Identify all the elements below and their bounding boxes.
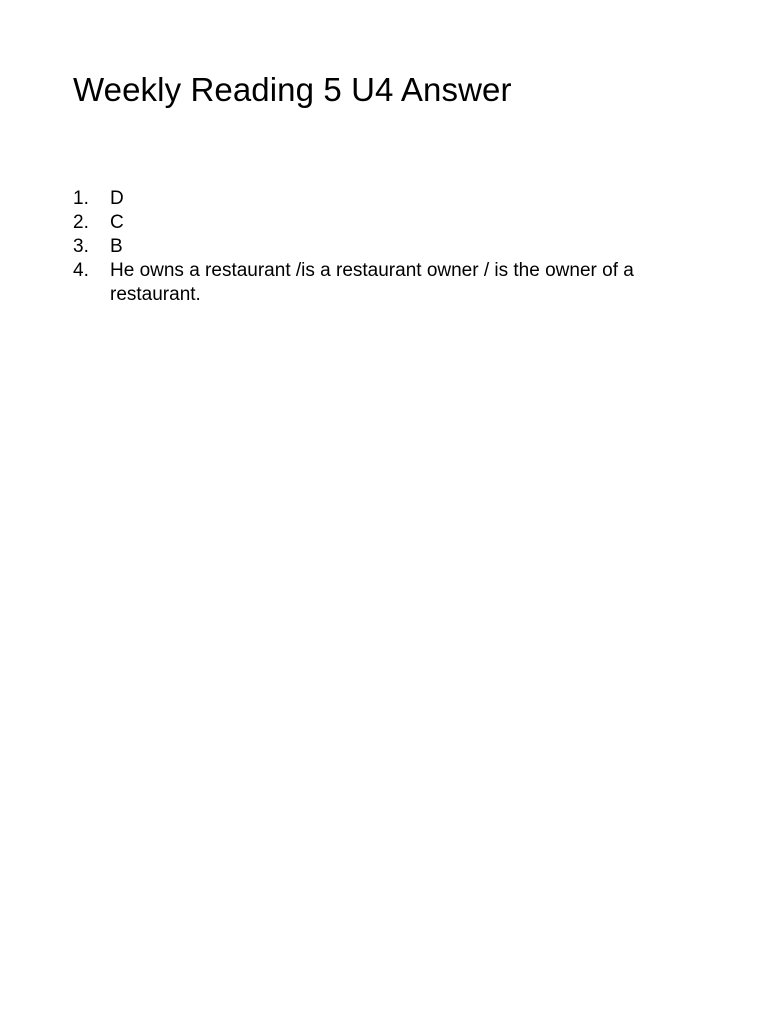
answer-text: B [110, 236, 123, 257]
answer-text: He owns a restaurant /is a restaurant owner / is the owner of a restaurant. [110, 260, 634, 305]
answer-item-2 [73, 211, 683, 235]
answer-item-1 [73, 187, 683, 211]
page-title: Weekly Reading 5 U4 Answer [73, 71, 512, 108]
answer-text: C [110, 212, 124, 233]
answer-list [73, 187, 683, 307]
answer-item-4 [73, 259, 683, 307]
answer-number: 4. [73, 260, 89, 281]
answer-number: 3. [73, 236, 89, 257]
answer-number: 1. [73, 188, 89, 209]
answer-text: D [110, 188, 124, 209]
answer-number: 2. [73, 212, 89, 233]
answer-item-3 [73, 235, 683, 259]
